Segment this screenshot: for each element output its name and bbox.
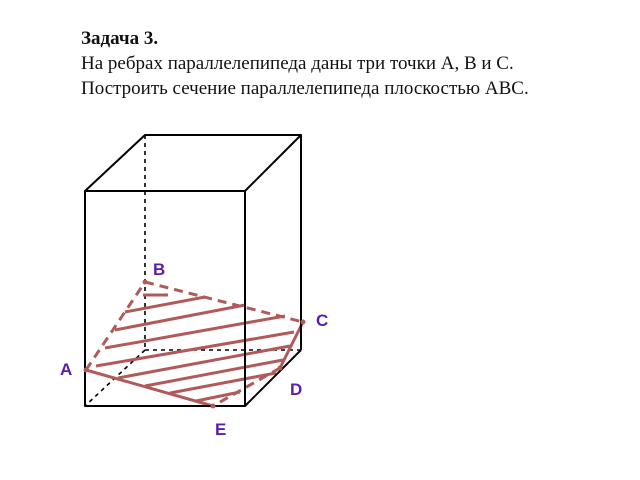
hatch-line bbox=[125, 297, 205, 312]
point-D-marker bbox=[278, 366, 283, 371]
point-E-marker bbox=[211, 404, 216, 409]
label-C: C bbox=[316, 311, 329, 330]
section-edge-CD bbox=[280, 322, 303, 368]
task-line-2: Построить сечение параллелепипеда плоскостью ABC. bbox=[81, 78, 529, 99]
task-line-1: На ребрах параллелепипеда даны три точки A, B и C. bbox=[81, 53, 514, 74]
point-A-marker bbox=[84, 368, 89, 373]
point-C-marker bbox=[301, 320, 306, 325]
hatch-line bbox=[145, 360, 283, 386]
front-face bbox=[85, 191, 245, 406]
task-title: Задача 3. bbox=[81, 28, 159, 49]
top-face-edges bbox=[85, 135, 301, 191]
hatch-line bbox=[96, 332, 294, 366]
label-D: D bbox=[290, 380, 303, 399]
hatch-line bbox=[105, 316, 285, 348]
label-E: E bbox=[215, 420, 227, 439]
label-B: B bbox=[153, 260, 166, 279]
section-edge-BC bbox=[145, 282, 303, 322]
label-A: A bbox=[60, 360, 73, 379]
point-B-marker bbox=[143, 280, 148, 285]
